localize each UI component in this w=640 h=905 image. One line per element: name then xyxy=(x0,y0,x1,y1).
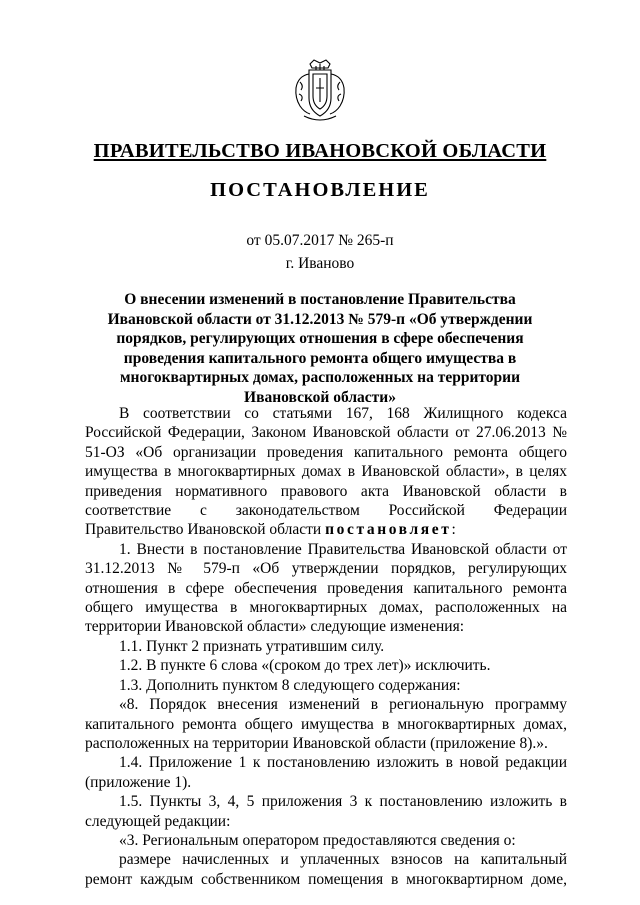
coat-of-arms-icon xyxy=(292,58,348,124)
resolves-word: постановляет xyxy=(325,521,452,539)
paragraph: «3. Региональным оператором предоставляются сведения о: xyxy=(119,831,516,849)
paragraph: 1.4. Приложение 1 к постановлению изложить в новой редакции (приложение 1). xyxy=(85,754,567,791)
document-type: ПОСТАНОВЛЕНИЕ xyxy=(210,179,430,201)
paragraph: 1.1. Пункт 2 признать утратившим силу. xyxy=(119,637,385,655)
paragraph: 1. Внести в постановление Правительства Ивановской области от 31.12.2013 № 579-п «Об утверждении порядков, регулирующих отношения в сфере обеспечения проведения капитального ремонта общего имущества в многоквартирных домах, расположенных на территории Ивановской области» следующие изменения: xyxy=(85,540,567,636)
paragraph: 1.2. В пункте 6 слова «(сроком до трех лет)» исключить. xyxy=(119,657,491,675)
paragraph: размере начисленных и уплаченных взносов на капитальный ремонт каждым собственником помещения в многоквартирном доме, xyxy=(85,851,567,888)
document-body xyxy=(85,404,567,889)
paragraph: 1.5. Пункты 3, 4, 5 приложения 3 к постановлению изложить в следующей редакции: xyxy=(85,793,567,830)
paragraph: 1.3. Дополнить пунктом 8 следующего содержания: xyxy=(119,676,461,694)
document-title: О внесении изменений в постановление Правительства Ивановской области от 31.12.2013 № 579-п «Об утверждении порядков, регулирующих отношения в сфере обеспечения проведения капитального ремонта общего имущества в многоквартирных домах, расположенных на территории Ивановской области» xyxy=(107,291,533,406)
date-number: от 05.07.2017 № 265-п xyxy=(246,232,394,249)
city: г. Иваново xyxy=(285,255,355,272)
preamble-colon: : xyxy=(451,521,456,539)
paragraph: «8. Порядок внесения изменений в региональную программу капитального ремонта общего имущества в многоквартирных домах, расположенных на территории Ивановской области (приложение 8).». xyxy=(85,696,567,752)
government-name: ПРАВИТЕЛЬСТВО ИВАНОВСКОЙ ОБЛАСТИ xyxy=(93,140,547,162)
preamble xyxy=(85,404,567,540)
preamble-text: В соответствии со статьями 167, 168 Жилищного кодекса Российской Федерации, Законом Ивановской области от 27.06.2013 № 51-ОЗ «Об организации проведения капитального ремонта общего имущества в многоквартирных домах в Ивановской области», в целях приведения нормативного правового акта Ивановской области в соответствие с законодательством Российской Федерации Правительство Ивановской области xyxy=(85,405,567,539)
